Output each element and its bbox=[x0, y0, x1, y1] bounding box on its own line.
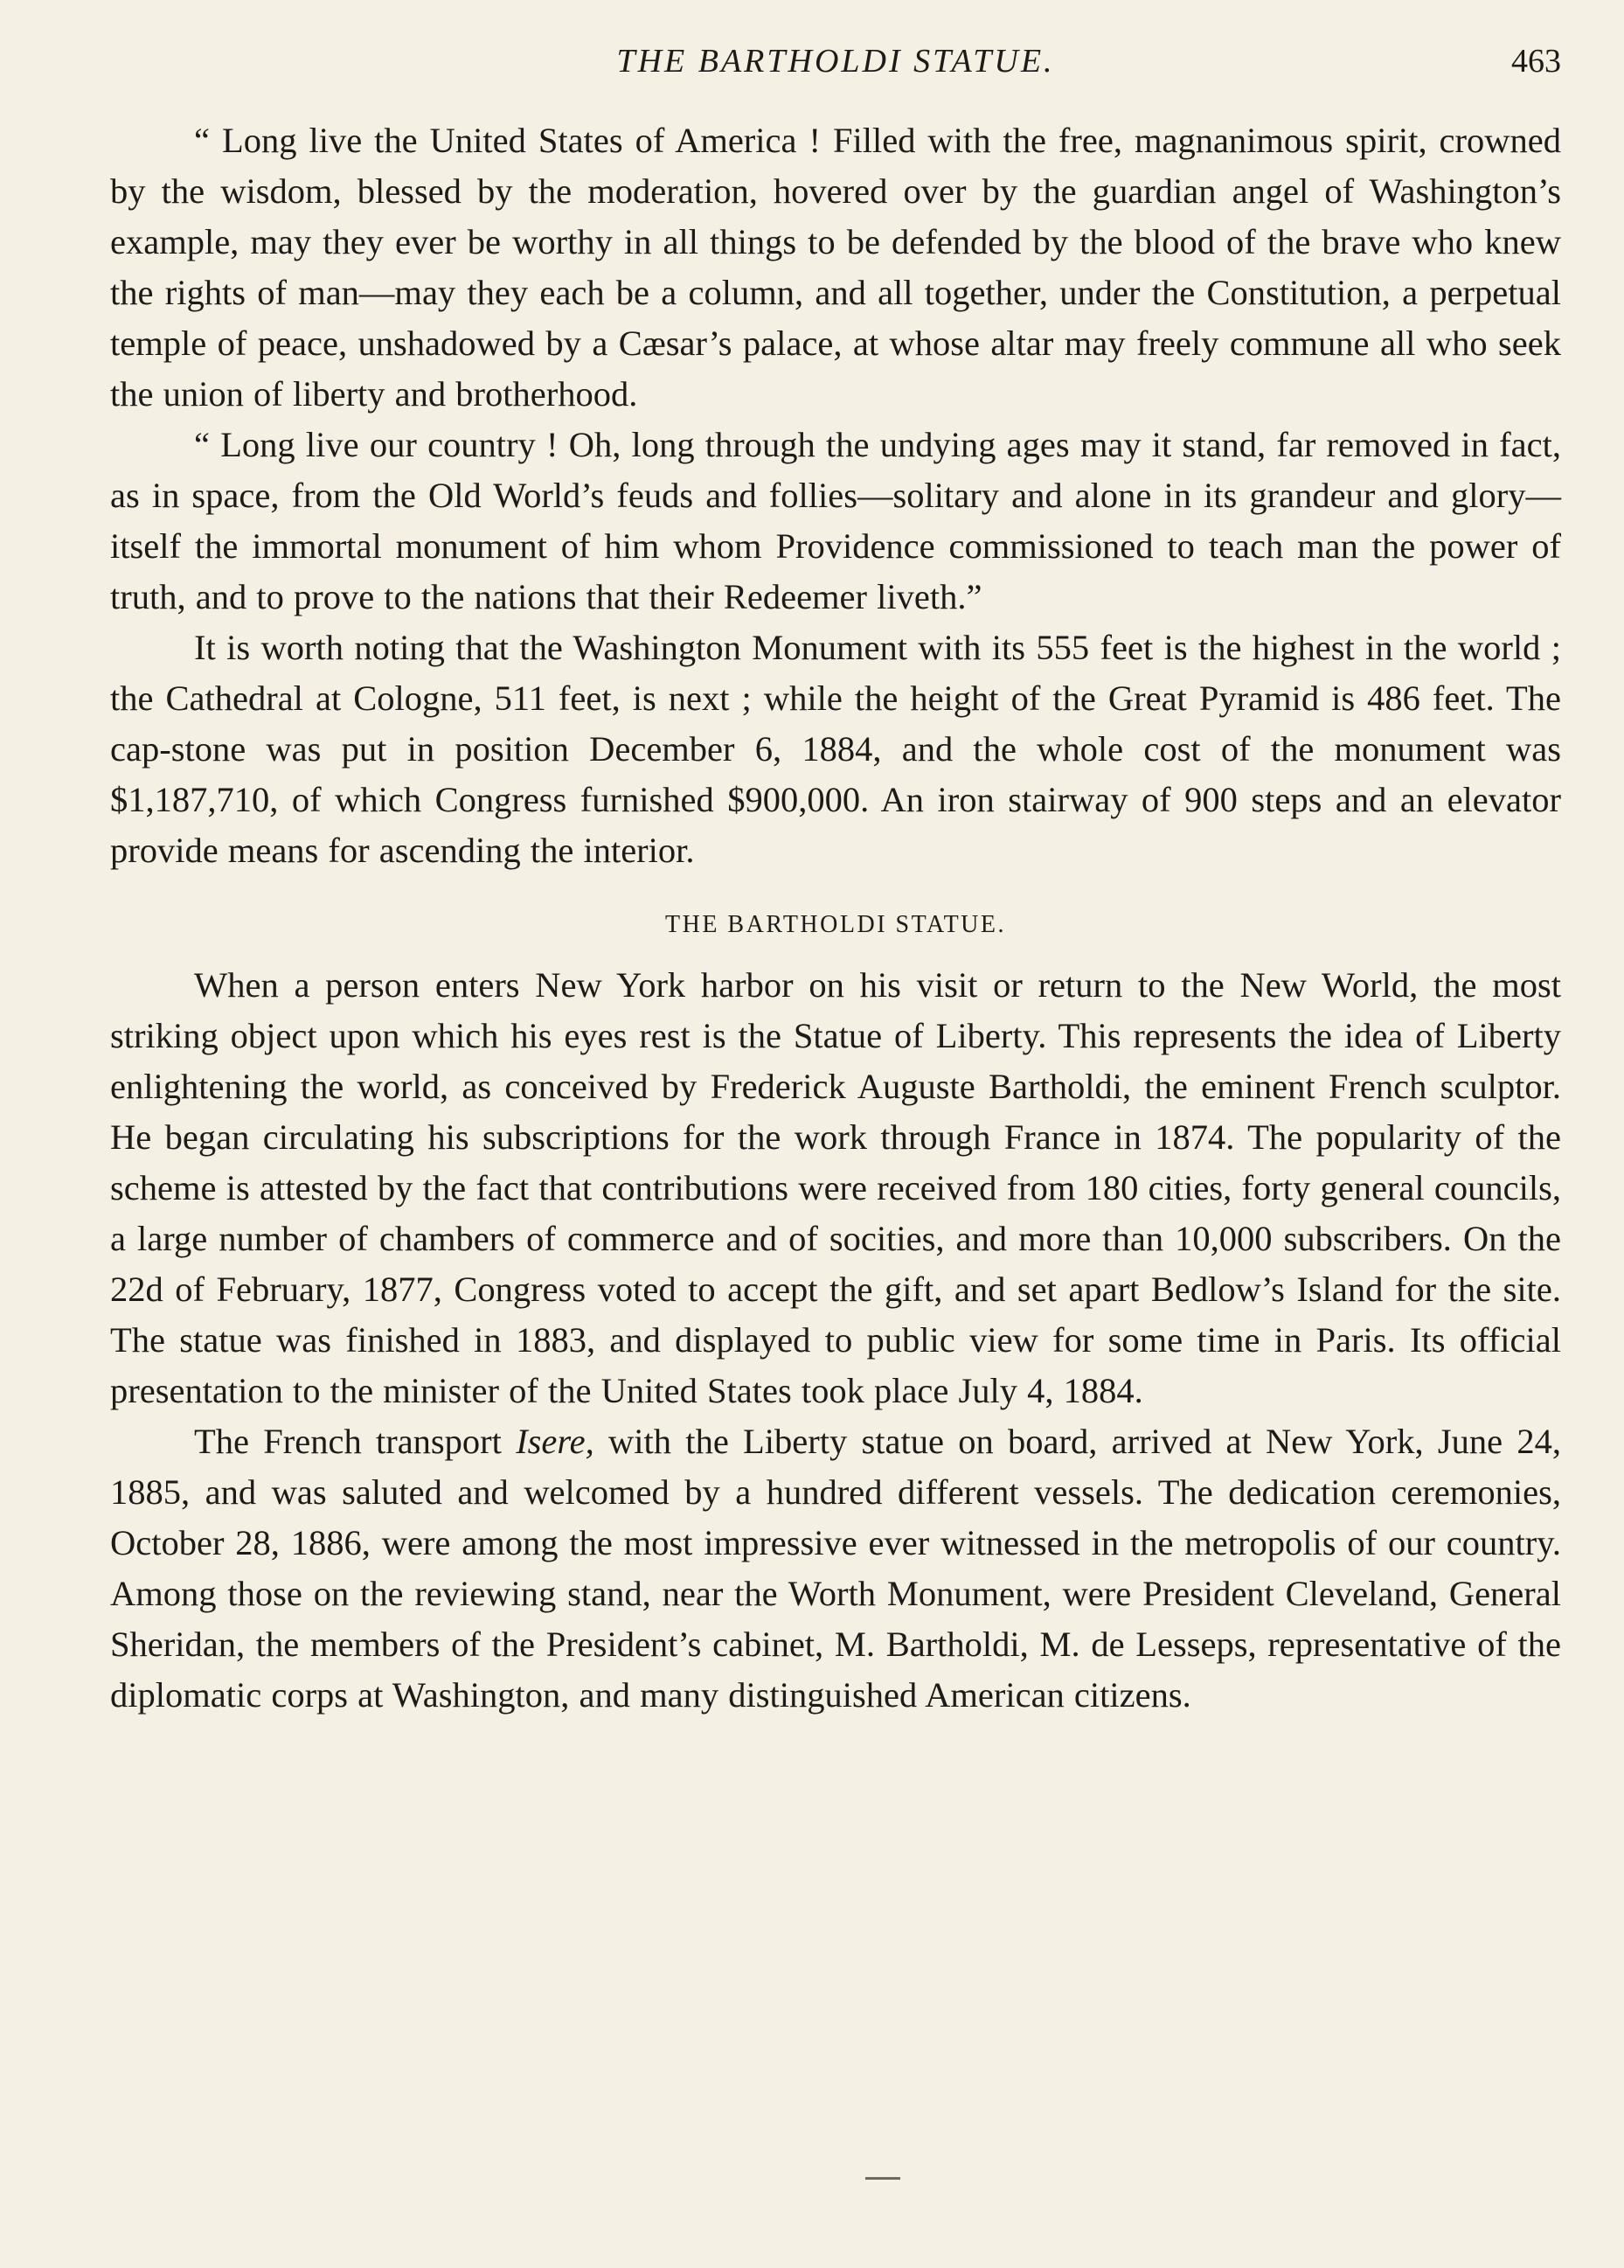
page-number: 463 bbox=[1511, 43, 1561, 80]
running-header bbox=[110, 35, 1561, 87]
dedication-text-start: The French transport bbox=[194, 1422, 517, 1461]
dedication-paragraph bbox=[110, 1416, 1561, 1721]
running-title: THE BARTHOLDI STATUE. bbox=[616, 43, 1055, 80]
quote-paragraph-our-country: “ Long live our country ! Oh, long through the undying ages may it stand, far removed in fact, as in space, from the Old World’s feuds and follies—solitary and alone in its grandeur and glory—itself the immortal monument of him whom Providence commissioned to teach man the power of truth, and to prove to the nations that their Redeemer liveth.” bbox=[110, 425, 1561, 616]
body-text bbox=[110, 115, 1561, 1721]
washington-monument-paragraph: It is worth noting that the Washington Monument with its 555 feet is the highest in the world ; the Cathedral at Cologne, 511 feet, is next ; while the height of the Great Pyramid is 486 feet. The cap-stone was put in position December 6, 1884, and the whole cost of the monument was $1,187,710, of which Congress furnished $900,000. An iron stairway of 900 steps and an elevator provide means for ascending the interior. bbox=[110, 628, 1561, 870]
section-heading: THE BARTHOLDI STATUE. bbox=[665, 911, 1006, 938]
ship-name: Isere, bbox=[516, 1422, 594, 1461]
statue-history-paragraph: When a person enters New York harbor on his visit or return to the New World, the most striking object upon which his eyes rest is the Statue of Liberty. This represents the idea of Liberty enlightening the world, as conceived by Frederick Auguste Bartholdi, the eminent French sculptor. He began circulating his subscriptions for the work through France in 1874. The popularity of the scheme is attested by the fact that contributions were received from 180 cities, forty general councils, a large number of chambers of commerce and of socities, and more than 10,000 subscribers. On the 22d of February, 1877, Congress voted to accept the gift, and set apart Bedlow’s Island for the site. The statue was finished in 1883, and displayed to public view for some time in Paris. Its official presentation to the minister of the United States took place July 4, 1884. bbox=[110, 965, 1561, 1410]
dedication-text-rest: with the Liberty statue on board, arrived at New York, June 24, 1885, and was saluted and welcomed by a hundred different vessels. The dedication ceremonies, October 28, 1886, were among the most impressive ever witnessed in the metropolis of our country. Among those on the reviewing stand, near the Worth Monument, were President Cleveland, General Sheridan, the members of the President’s cabinet, M. Bartholdi, M. de Lesseps, representative of the diplomatic corps at Washington, and many distinguished American citizens. bbox=[110, 1422, 1561, 1715]
footer-mark bbox=[865, 2177, 900, 2180]
quote-paragraph-united-states: “ Long live the United States of America ! Filled with the free, magnanimous spirit, crowned by the wisdom, blessed by the moderation, hovered over by the guardian angel of Washington’s example, may they ever be worthy in all things to be defended by the blood of the brave who knew the rights of man—may they each be a column, and all together, under the Constitution, a perpetual temple of peace, unshadowed by a Cæsar’s palace, at whose altar may freely commune all who seek the union of liberty and brotherhood. bbox=[110, 121, 1561, 414]
